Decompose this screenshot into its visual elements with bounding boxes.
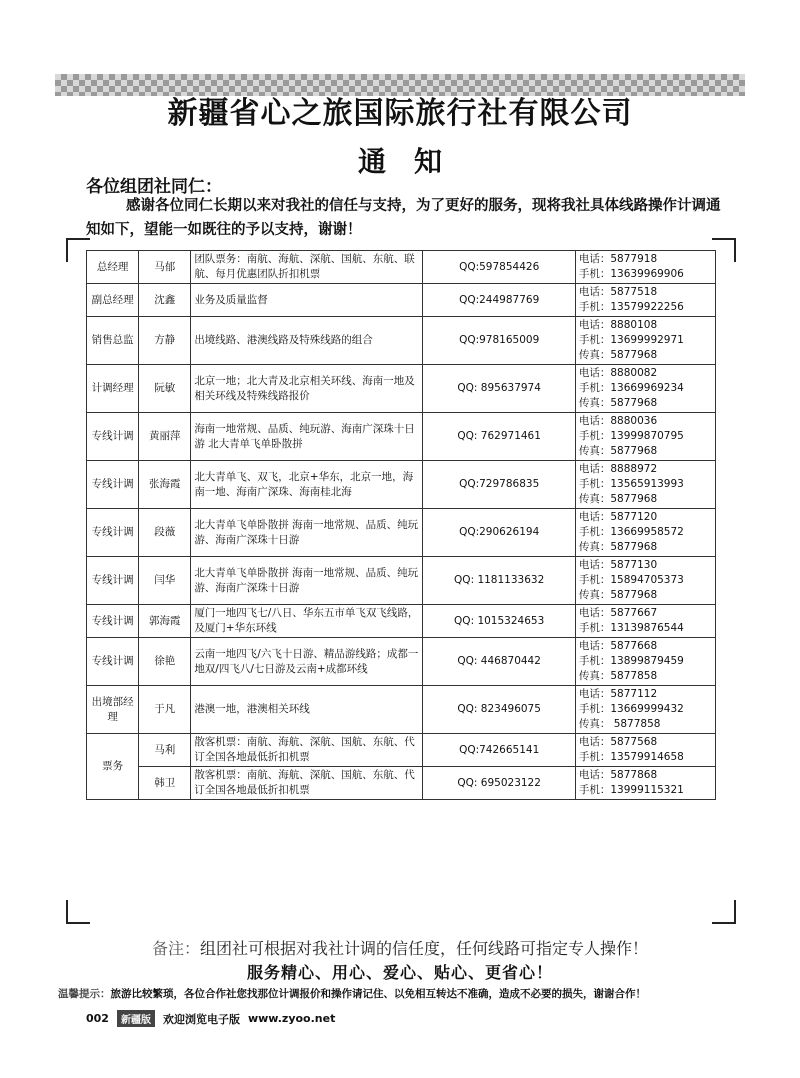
contact-line: 手机：13579914658 bbox=[578, 751, 684, 763]
contact-line: 传真：5877858 bbox=[578, 670, 658, 682]
staff-qq: QQ:290626194 bbox=[423, 509, 575, 557]
table-row bbox=[87, 686, 716, 734]
table-row bbox=[87, 251, 716, 284]
staff-qq: QQ: 895637974 bbox=[423, 365, 575, 413]
staff-name: 张海霞 bbox=[139, 461, 191, 509]
contact-line: 手机：13699992971 bbox=[578, 334, 684, 346]
staff-name: 马郁 bbox=[139, 251, 191, 284]
staff-duty: 厦门一地四飞七/八日、华东五市单飞双飞线路，及厦门+华东环线 bbox=[191, 605, 423, 638]
tip-label: 温馨提示： bbox=[58, 988, 111, 1000]
contact-line: 传真：5877968 bbox=[578, 589, 658, 601]
staff-name: 方静 bbox=[139, 317, 191, 365]
staff-qq: QQ: 695023122 bbox=[423, 767, 575, 800]
notice-heading: 通 知 bbox=[357, 145, 442, 178]
staff-duty: 北大青单飞单卧散拼 海南一地常规、品质、纯玩游、海南广深珠十日游 bbox=[191, 509, 423, 557]
staff-contacts bbox=[575, 605, 715, 638]
staff-position: 专线计调 bbox=[87, 413, 139, 461]
staff-contacts bbox=[575, 284, 715, 317]
note bbox=[0, 936, 800, 959]
staff-contacts bbox=[575, 461, 715, 509]
contact-line: 传真：5877968 bbox=[578, 493, 658, 505]
staff-qq: QQ: 446870442 bbox=[423, 638, 575, 686]
staff-position: 专线计调 bbox=[87, 461, 139, 509]
contact-line: 电话：5877868 bbox=[578, 769, 658, 781]
staff-duty: 出境线路、港澳线路及特殊线路的组合 bbox=[191, 317, 423, 365]
contact-line: 电话：5877130 bbox=[578, 559, 658, 571]
greeting: 各位组团社同仁： bbox=[86, 177, 222, 197]
staff-position: 专线计调 bbox=[87, 638, 139, 686]
contact-line: 手机：15894705373 bbox=[578, 574, 684, 586]
table-row bbox=[87, 605, 716, 638]
staff-qq: QQ:597854426 bbox=[423, 251, 575, 284]
staff-contacts bbox=[575, 557, 715, 605]
staff-position: 专线计调 bbox=[87, 557, 139, 605]
service-motto: 服务精心、用心、爱心、贴心、更省心！ bbox=[246, 963, 553, 982]
table-row bbox=[87, 461, 716, 509]
contact-line: 电话：5877112 bbox=[578, 688, 658, 700]
staff-name: 沈鑫 bbox=[139, 284, 191, 317]
staff-duty: 散客机票：南航、海航、深航、国航、东航、代订全国各地最低折扣机票 bbox=[191, 767, 423, 800]
table-row bbox=[87, 767, 716, 800]
staff-position: 出境部经理 bbox=[87, 686, 139, 734]
contact-line: 电话：8880082 bbox=[578, 367, 658, 379]
staff-position: 副总经理 bbox=[87, 284, 139, 317]
contact-line: 传真： 5877858 bbox=[578, 718, 661, 730]
table-row bbox=[87, 365, 716, 413]
contact-line: 电话：5877568 bbox=[578, 736, 658, 748]
staff-duty: 北京一地；北大青及北京相关环线、海南一地及相关环线及特殊线路报价 bbox=[191, 365, 423, 413]
table-row bbox=[87, 557, 716, 605]
contact-line: 手机：13669969234 bbox=[578, 382, 684, 394]
staff-name: 闫华 bbox=[139, 557, 191, 605]
staff-contacts bbox=[575, 317, 715, 365]
corner-bracket bbox=[66, 900, 90, 924]
contact-line: 手机：13669958572 bbox=[578, 526, 684, 538]
table-row bbox=[87, 509, 716, 557]
table-row bbox=[87, 317, 716, 365]
note-text: 组团社可根据对我社计调的信任度，任何线路可指定专人操作！ bbox=[200, 939, 649, 958]
staff-duty: 云南一地四飞/六飞十日游、精品游线路；成都一地双/四飞八/七日游及云南+成都环线 bbox=[191, 638, 423, 686]
staff-duty: 团队票务：南航、海航、深航、国航、东航、联航、每月优惠团队折扣机票 bbox=[191, 251, 423, 284]
contact-line: 电话：5877667 bbox=[578, 607, 658, 619]
staff-qq: QQ: 762971461 bbox=[423, 413, 575, 461]
staff-contacts bbox=[575, 686, 715, 734]
staff-duty: 海南一地常规、品质、纯玩游、海南广深珠十日游 北大青单飞单卧散拼 bbox=[191, 413, 423, 461]
staff-name: 段薇 bbox=[139, 509, 191, 557]
contact-line: 手机：13139876544 bbox=[578, 622, 684, 634]
staff-contacts bbox=[575, 638, 715, 686]
staff-qq: QQ: 1015324653 bbox=[423, 605, 575, 638]
staff-name: 郭海霞 bbox=[139, 605, 191, 638]
contact-line: 电话：5877918 bbox=[578, 253, 658, 265]
staff-qq: QQ:742665141 bbox=[423, 734, 575, 767]
staff-name: 阮敏 bbox=[139, 365, 191, 413]
staff-duty: 散客机票：南航、海航、深航、国航、东航、代订全国各地最低折扣机票 bbox=[191, 734, 423, 767]
staff-duty: 北大青单飞、双飞，北京+华东，北京一地，海南一地、海南广深珠、海南桂北海 bbox=[191, 461, 423, 509]
corner-bracket bbox=[712, 900, 736, 924]
contact-line: 传真：5877968 bbox=[578, 349, 658, 361]
ticketing-position: 票务 bbox=[87, 734, 139, 800]
staff-contacts bbox=[575, 767, 715, 800]
page-number: 002 bbox=[86, 1012, 109, 1025]
staff-position: 计调经理 bbox=[87, 365, 139, 413]
contact-line: 传真：5877968 bbox=[578, 445, 658, 457]
contact-line: 传真：5877968 bbox=[578, 541, 658, 553]
contact-line: 手机：13565913993 bbox=[578, 478, 684, 490]
staff-table bbox=[86, 250, 716, 800]
staff-qq: QQ:729786835 bbox=[423, 461, 575, 509]
staff-qq: QQ:978165009 bbox=[423, 317, 575, 365]
contact-line: 手机：13999870795 bbox=[578, 430, 684, 442]
contact-line: 传真：5877968 bbox=[578, 397, 658, 409]
table-row bbox=[87, 284, 716, 317]
intro-paragraph: 感谢各位同仁长期以来对我社的信任与支持，为了更好的服务，现将我社具体线路操作计调通知如下，望能一如既往的予以支持，谢谢！ bbox=[86, 198, 721, 238]
contact-line: 手机：13639969906 bbox=[578, 268, 684, 280]
staff-name: 韩卫 bbox=[139, 767, 191, 800]
staff-position: 专线计调 bbox=[87, 509, 139, 557]
note-label: 备注： bbox=[151, 939, 200, 958]
contact-line: 电话：5877668 bbox=[578, 640, 658, 652]
staff-name: 黄丽萍 bbox=[139, 413, 191, 461]
staff-contacts bbox=[575, 509, 715, 557]
contact-line: 手机：13899879459 bbox=[578, 655, 684, 667]
staff-position: 专线计调 bbox=[87, 605, 139, 638]
tip-text: 旅游比较繁琐，各位合作社您找那位计调报价和操作请记住、以免相互转达不准确，造成不必要的损失，谢谢合作！ bbox=[110, 988, 646, 1000]
contact-line: 电话：8880108 bbox=[578, 319, 658, 331]
staff-qq: QQ: 823496075 bbox=[423, 686, 575, 734]
staff-name: 徐艳 bbox=[139, 638, 191, 686]
staff-contacts bbox=[575, 365, 715, 413]
staff-qq: QQ: 1181133632 bbox=[423, 557, 575, 605]
staff-name: 马利 bbox=[139, 734, 191, 767]
company-title: 新疆省心之旅国际旅行社有限公司 bbox=[0, 88, 800, 132]
contact-line: 手机：13669999432 bbox=[578, 703, 684, 715]
staff-contacts bbox=[575, 734, 715, 767]
staff-duty: 港澳一地，港澳相关环线 bbox=[191, 686, 423, 734]
page-footer bbox=[86, 1010, 335, 1027]
staff-duty: 业务及质量监督 bbox=[191, 284, 423, 317]
staff-position: 总经理 bbox=[87, 251, 139, 284]
footer-text: 欢迎浏览电子版 bbox=[162, 1012, 240, 1026]
warm-tip bbox=[58, 986, 748, 1001]
table-row bbox=[87, 638, 716, 686]
staff-qq: QQ:244987769 bbox=[423, 284, 575, 317]
contact-line: 电话：8880036 bbox=[578, 415, 658, 427]
staff-position: 销售总监 bbox=[87, 317, 139, 365]
contact-line: 手机：13999115321 bbox=[578, 784, 684, 796]
staff-contacts bbox=[575, 251, 715, 284]
contact-line: 电话：5877120 bbox=[578, 511, 658, 523]
contact-line: 手机：13579922256 bbox=[578, 301, 684, 313]
edition-badge: 新疆版 bbox=[117, 1010, 155, 1027]
table-row bbox=[87, 413, 716, 461]
staff-name: 于凡 bbox=[139, 686, 191, 734]
table-row bbox=[87, 734, 716, 767]
staff-contacts bbox=[575, 413, 715, 461]
contact-line: 电话：5877518 bbox=[578, 286, 658, 298]
footer-url[interactable]: www.zyoo.net bbox=[247, 1012, 336, 1025]
contact-line: 电话：8888972 bbox=[578, 463, 658, 475]
staff-duty: 北大青单飞单卧散拼 海南一地常规、品质、纯玩游、海南广深珠十日游 bbox=[191, 557, 423, 605]
